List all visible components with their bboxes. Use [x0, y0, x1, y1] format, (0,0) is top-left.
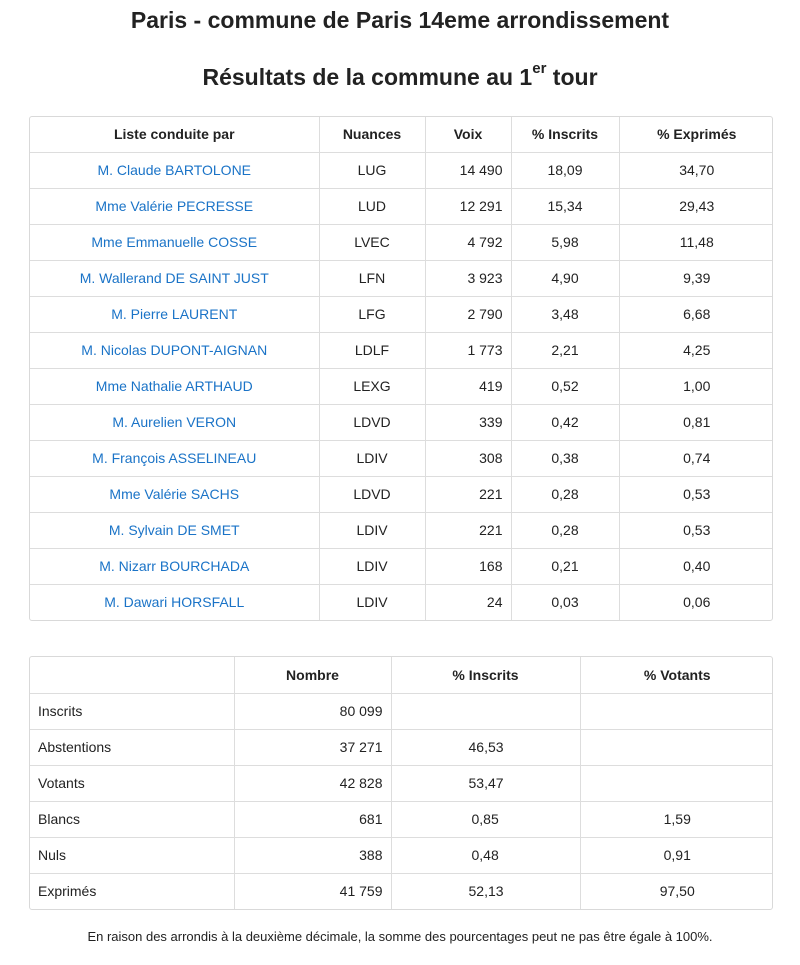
table-row: [30, 801, 773, 837]
table-row: [30, 476, 773, 512]
pct-exprimes-cell: 0,53: [619, 476, 773, 512]
pct-inscrits-cell: 0,38: [511, 440, 619, 476]
nombre-cell: 681: [234, 801, 391, 837]
nombre-cell: 41 759: [234, 873, 391, 909]
voix-cell: 4 792: [425, 224, 511, 260]
pct-inscrits-cell: 5,98: [511, 224, 619, 260]
pct-exprimes-cell: 0,74: [619, 440, 773, 476]
header-nuances: Nuances: [319, 117, 425, 152]
table-row: [30, 837, 773, 873]
pct-inscrits-cell: 0,21: [511, 548, 619, 584]
nuance-cell: LUG: [319, 152, 425, 188]
table-row: [30, 296, 773, 332]
summary-table: [30, 657, 773, 909]
pct-inscrits-cell: 18,09: [511, 152, 619, 188]
nuance-cell: LDIV: [319, 584, 425, 620]
pct-inscrits-cell: 0,28: [511, 476, 619, 512]
nuance-cell: LVEC: [319, 224, 425, 260]
voix-cell: 2 790: [425, 296, 511, 332]
table-row: [30, 188, 773, 224]
nombre-cell: 37 271: [234, 729, 391, 765]
pct-inscrits-cell: 46,53: [391, 729, 580, 765]
pct-inscrits-cell: 52,13: [391, 873, 580, 909]
voix-cell: 221: [425, 512, 511, 548]
footnote: En raison des arrondis à la deuxième décimale, la somme des pourcentages peut ne pas être égale à 100%.: [87, 929, 713, 944]
voix-cell: 339: [425, 404, 511, 440]
table-row: [30, 548, 773, 584]
pct-inscrits-cell: 2,21: [511, 332, 619, 368]
summary-label: Nuls: [30, 837, 234, 873]
nuance-cell: LFG: [319, 296, 425, 332]
voix-cell: 1 773: [425, 332, 511, 368]
summary-label: Votants: [30, 765, 234, 801]
header-voix: Voix: [425, 117, 511, 152]
pct-exprimes-cell: 0,53: [619, 512, 773, 548]
results-subtitle: [0, 60, 800, 91]
pct-votants-cell: 0,91: [580, 837, 773, 873]
table-row: [30, 873, 773, 909]
candidate-link[interactable]: M. Sylvain DE SMET: [30, 512, 319, 548]
summary-body: [30, 693, 773, 909]
nombre-cell: 80 099: [234, 693, 391, 729]
pct-exprimes-cell: 11,48: [619, 224, 773, 260]
summary-table-container: [29, 656, 773, 910]
candidate-link[interactable]: M. Nizarr BOURCHADA: [30, 548, 319, 584]
nuance-cell: LDVD: [319, 404, 425, 440]
candidate-link[interactable]: M. Dawari HORSFALL: [30, 584, 319, 620]
results-table: [30, 117, 773, 620]
candidate-link[interactable]: Mme Valérie PECRESSE: [30, 188, 319, 224]
candidate-link[interactable]: M. Nicolas DUPONT-AIGNAN: [30, 332, 319, 368]
nombre-cell: 42 828: [234, 765, 391, 801]
table-row: [30, 368, 773, 404]
pct-votants-cell: 97,50: [659, 883, 695, 900]
candidate-link[interactable]: M. François ASSELINEAU: [30, 440, 319, 476]
nuance-cell: LDIV: [319, 548, 425, 584]
pct-inscrits-cell: 15,34: [511, 188, 619, 224]
summary-label: Abstentions: [30, 729, 234, 765]
table-row: [30, 440, 773, 476]
pct-inscrits-cell: 0,03: [511, 584, 619, 620]
header-empty: [30, 657, 234, 693]
pct-inscrits-cell: 0,28: [511, 512, 619, 548]
table-row: [30, 332, 773, 368]
table-row: [30, 512, 773, 548]
subtitle-prefix: Résultats de la commune au 1: [202, 64, 533, 90]
pct-exprimes-cell: 0,40: [619, 548, 773, 584]
pct-inscrits-cell: 0,52: [511, 368, 619, 404]
results-table-container: [29, 116, 773, 621]
subtitle-suffix: tour: [546, 64, 598, 90]
pct-exprimes-cell: 29,43: [619, 188, 773, 224]
table-row: [30, 224, 773, 260]
candidate-link[interactable]: M. Aurelien VERON: [30, 404, 319, 440]
table-row: [30, 693, 773, 729]
header-pct-inscrits: % Inscrits: [391, 657, 580, 693]
pct-votants-cell: [580, 729, 773, 765]
candidate-link[interactable]: Mme Emmanuelle COSSE: [30, 224, 319, 260]
table-row: [30, 729, 773, 765]
header-pct-votants: % Votants: [580, 657, 773, 693]
results-header-row: [30, 117, 773, 152]
subtitle-superscript: er: [532, 60, 547, 78]
voix-cell: 168: [425, 548, 511, 584]
pct-exprimes-cell: 4,25: [619, 332, 773, 368]
pct-votants-cell: [580, 693, 773, 729]
nuance-cell: LFN: [319, 260, 425, 296]
pct-inscrits-cell: 0,42: [511, 404, 619, 440]
pct-votants-cell: 1,59: [580, 801, 773, 837]
candidate-link[interactable]: Mme Valérie SACHS: [30, 476, 319, 512]
voix-cell: 221: [425, 476, 511, 512]
summary-header-row: [30, 657, 773, 693]
pct-exprimes-cell: 1,00: [619, 368, 773, 404]
voix-cell: 12 291: [425, 188, 511, 224]
pct-inscrits-cell: 3,48: [511, 296, 619, 332]
table-row: [30, 152, 773, 188]
page-title: Paris - commune de Paris 14eme arrondissement: [130, 7, 670, 33]
pct-inscrits-cell: [391, 693, 580, 729]
pct-exprimes-cell: 0,81: [619, 404, 773, 440]
pct-votants-cell: [580, 765, 773, 801]
pct-inscrits-cell: 4,90: [511, 260, 619, 296]
candidate-link[interactable]: M. Wallerand DE SAINT JUST: [30, 260, 319, 296]
nuance-cell: LDIV: [319, 440, 425, 476]
pct-exprimes-cell: 9,39: [619, 260, 773, 296]
nombre-cell: 388: [234, 837, 391, 873]
table-row: [30, 404, 773, 440]
voix-cell: 14 490: [425, 152, 511, 188]
pct-inscrits-cell: 0,85: [391, 801, 580, 837]
nuance-cell: LDLF: [319, 332, 425, 368]
table-row: [30, 765, 773, 801]
pct-inscrits-cell: 53,47: [391, 765, 580, 801]
nuance-cell: LUD: [319, 188, 425, 224]
candidate-link[interactable]: Mme Nathalie ARTHAUD: [30, 368, 319, 404]
voix-cell: 308: [425, 440, 511, 476]
candidate-link[interactable]: M. Claude BARTOLONE: [30, 152, 319, 188]
candidate-link[interactable]: M. Pierre LAURENT: [30, 296, 319, 332]
pct-exprimes-cell: 0,06: [683, 594, 711, 611]
summary-label: Inscrits: [30, 693, 234, 729]
pct-exprimes-cell: 34,70: [619, 152, 773, 188]
pct-inscrits-cell: 0,48: [391, 837, 580, 873]
summary-label: Blancs: [30, 801, 234, 837]
voix-cell: 419: [425, 368, 511, 404]
nuance-cell: LDVD: [319, 476, 425, 512]
nuance-cell: LDIV: [319, 512, 425, 548]
voix-cell: 3 923: [425, 260, 511, 296]
table-row: [30, 260, 773, 296]
header-pct-inscrits: % Inscrits: [511, 117, 619, 152]
header-liste: Liste conduite par: [30, 117, 319, 152]
nuance-cell: LEXG: [319, 368, 425, 404]
voix-cell: 24: [425, 584, 511, 620]
summary-label: Exprimés: [30, 873, 234, 909]
results-body: [30, 152, 773, 620]
header-pct-exprimes: % Exprimés: [619, 117, 773, 152]
header-nombre: Nombre: [234, 657, 391, 693]
pct-exprimes-cell: 6,68: [619, 296, 773, 332]
table-row: [30, 584, 773, 620]
